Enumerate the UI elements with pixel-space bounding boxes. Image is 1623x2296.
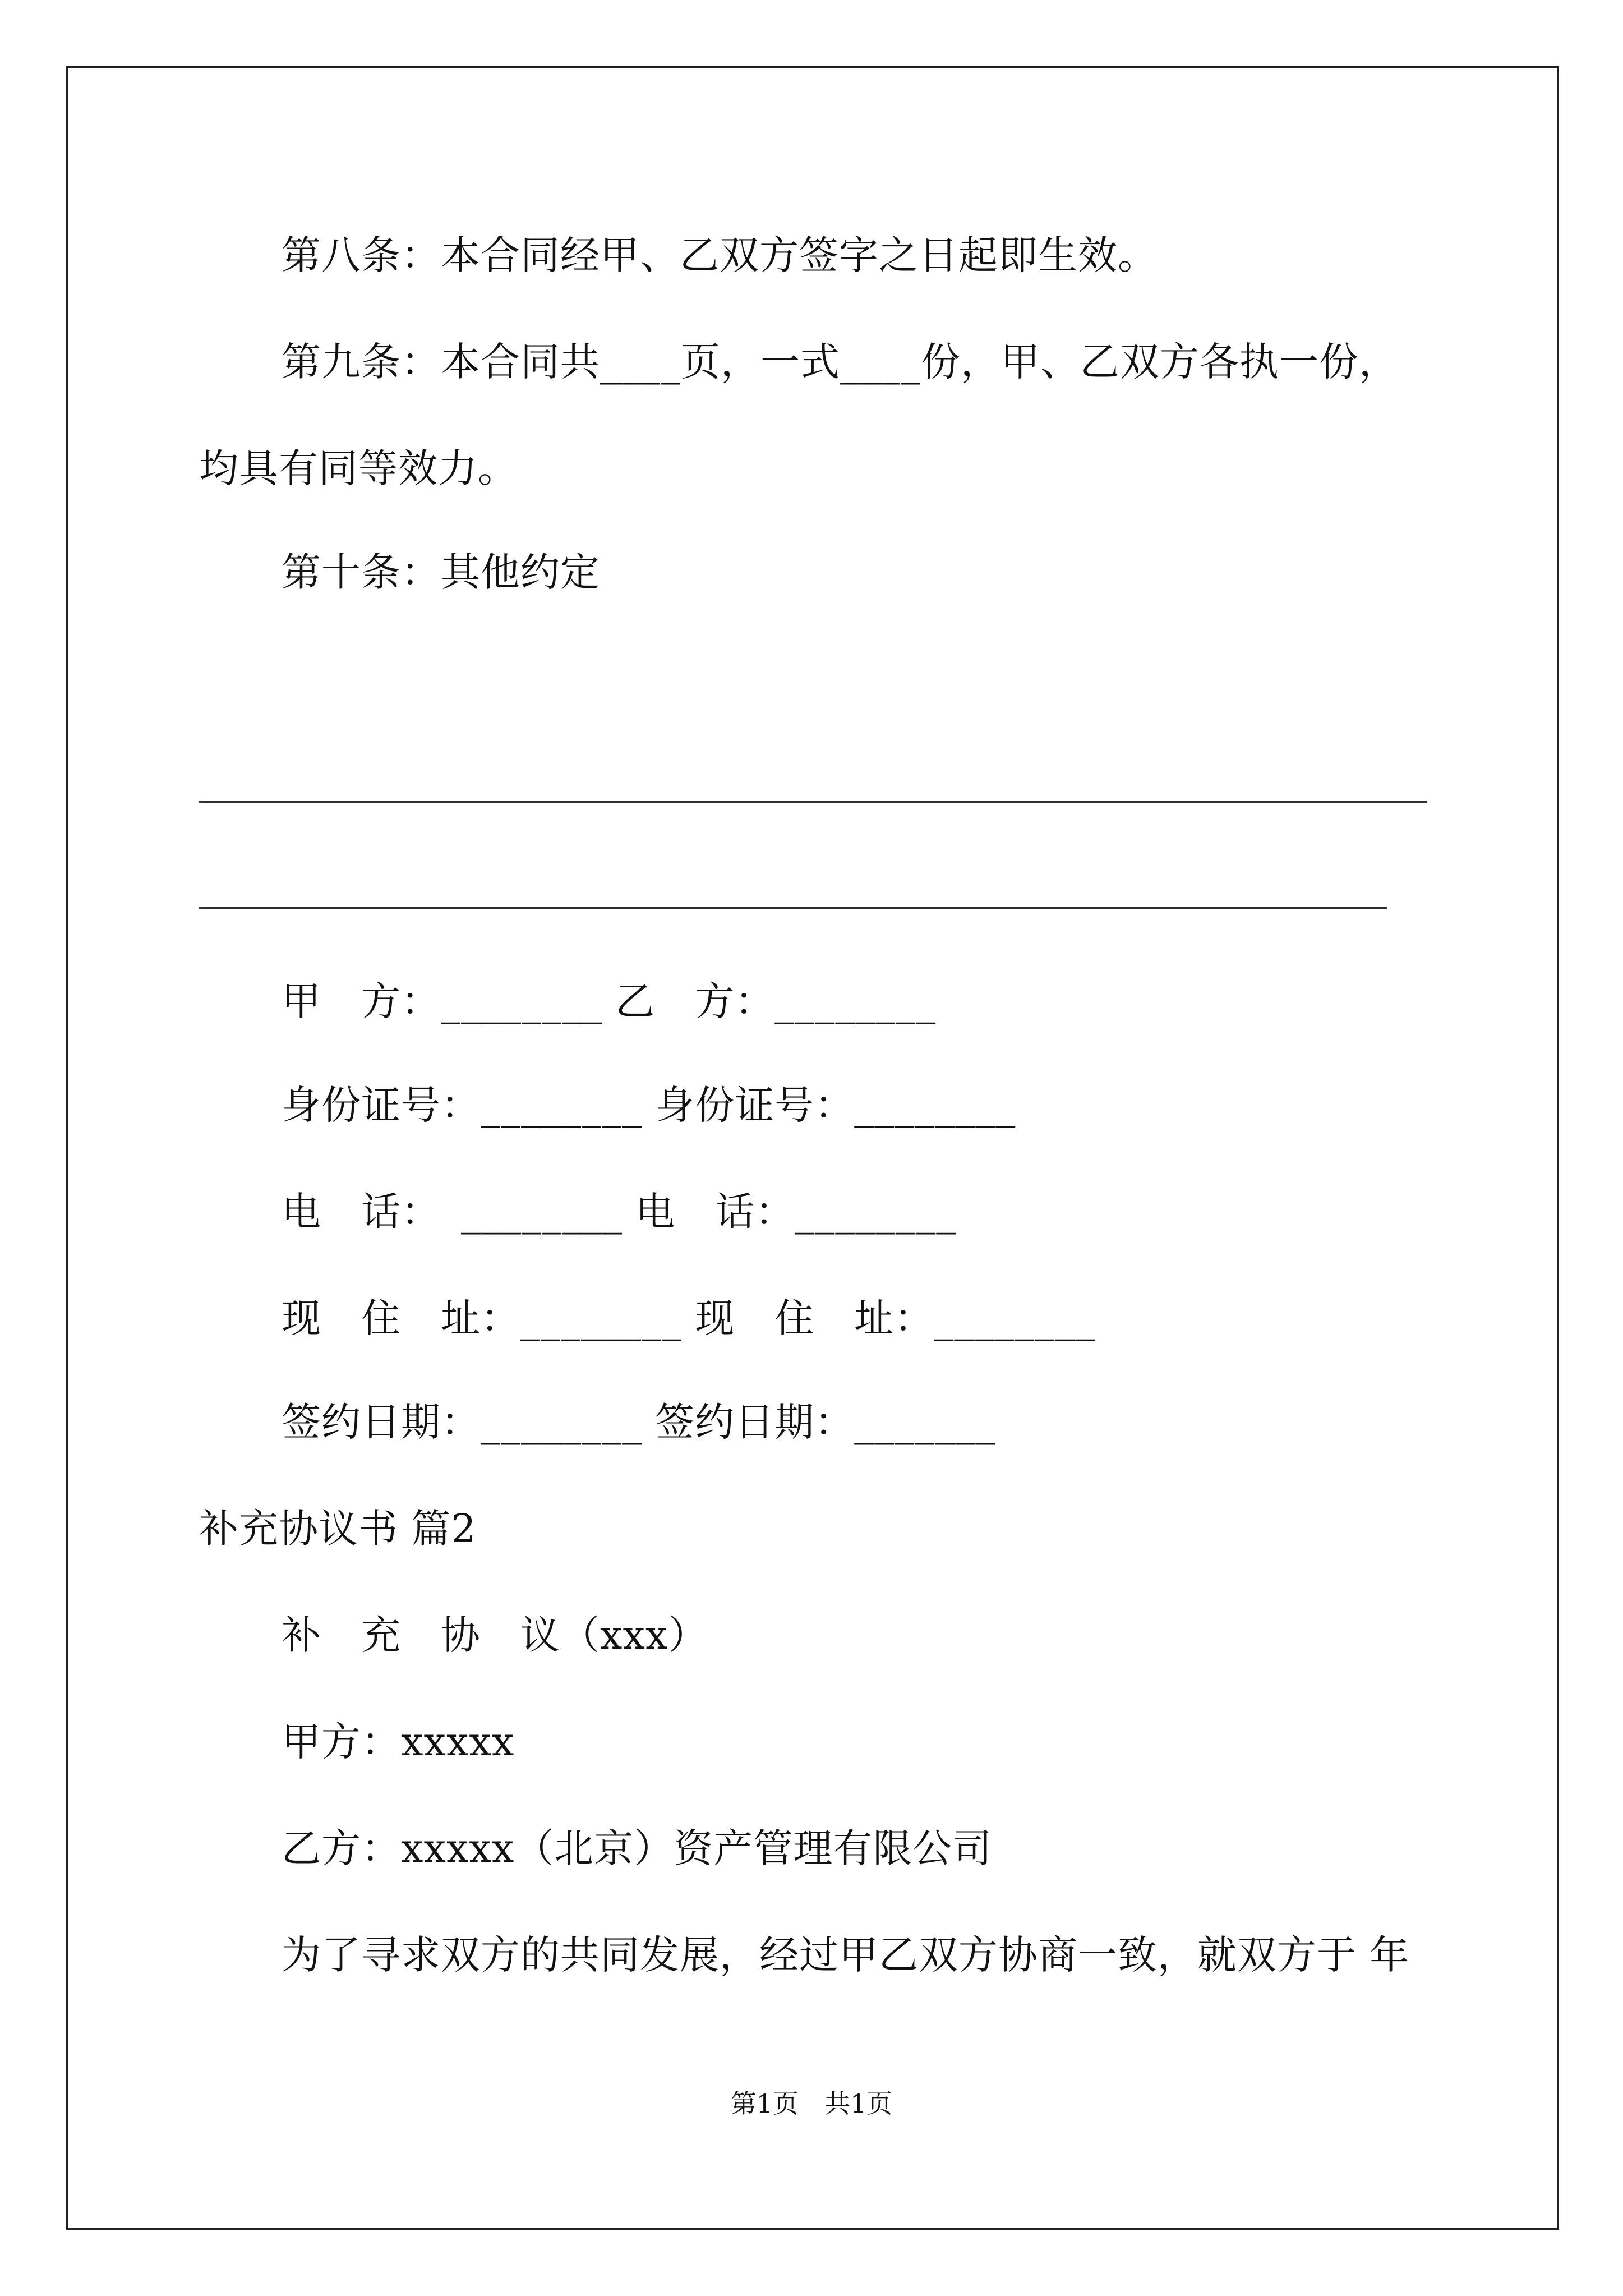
signature-address: 现 住 址：________ 现 住 址：________	[282, 1295, 1096, 1341]
intro-paragraph: 为了寻求双方的共同发展，经过甲乙双方协商一致，就双方于 年	[282, 1932, 1410, 1978]
party-b: 乙方：xxxxx（北京）资产管理有限公司	[282, 1825, 993, 1871]
signature-phone: 电 话： ________ 电 话：________	[282, 1189, 957, 1235]
article-9-line2: 均具有同等效力。	[199, 445, 518, 491]
party-a: 甲方：xxxxx	[282, 1719, 515, 1765]
page-footer: 第1页 共1页	[730, 2088, 893, 2119]
article-10: 第十条：其他约定	[282, 549, 600, 595]
blank-line-1	[199, 801, 1427, 803]
page-border	[66, 66, 1559, 2230]
article-9-line1: 第九条：本合同共____页，一式____份，甲、乙双方各执一份，	[282, 339, 1399, 385]
section-2-heading: 补充协议书 篇2	[199, 1506, 477, 1552]
signature-party: 甲 方：________ 乙 方：________	[282, 978, 937, 1024]
blank-line-2	[199, 907, 1387, 909]
signature-date: 签约日期：________ 签约日期：_______	[282, 1399, 996, 1445]
signature-id: 身份证号：________ 身份证号：________	[282, 1082, 1016, 1128]
agreement-subtitle: 补 充 协 议（xxx）	[282, 1612, 708, 1658]
article-8: 第八条：本合同经甲、乙双方签字之日起即生效。	[282, 232, 1158, 278]
